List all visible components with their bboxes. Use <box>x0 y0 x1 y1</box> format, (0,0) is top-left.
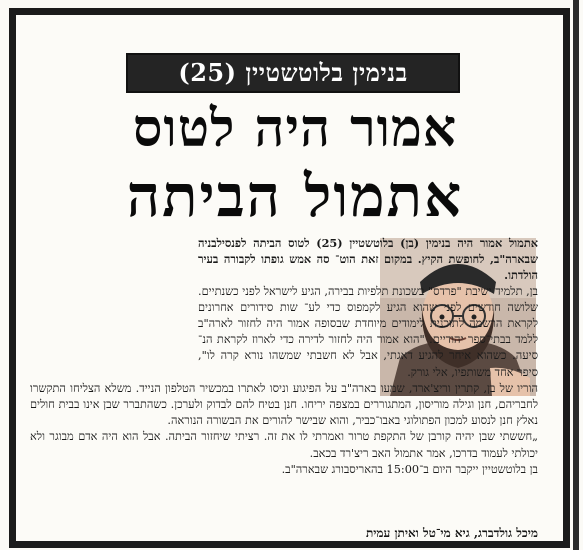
article-paragraph-1: בן, תלמיד ישיבת "פרדס" בשכונת תלפיות בבירה, הגיע לישראל לפני כשנתיים. שלושה חודשים לפני שהוא הגיע לקמפוס כדי לע־ שות סידורים אחרונים לקראת הרשמה לתוכנית לימודים מיוחדת שבסופה אמור היה לחזור לארה"ב ללמד בבתי־ספר יהודיים. "הוא אמור היה לחזור לדירה כדי לארוז לקראת הנ־ סיעה. כשהוא איחר להגיע דאגתי, אבל לא חשבתי שמשהו נורא קרה לו", סיפר אחד משותפיו, אלי גורק. <box>198 284 538 379</box>
article-paragraph-2: הוריו של בן, קתרין וריצ'ארד, שמעו בארה"ב על הפיגוע וניסו לאתרו במכשיר הטלפון הנייד. משלא הצליחו התקשרו לחבריהם, חנן וגילה מוריסון, המתגוררים במצפה יריחו. חנן בטיח להם לבדוק ולערכן. כשהתברר שבן אינו בבית חולים נאלץ חנן לנסוע למכון הפתולוגי באבו־כביר, והוא שבישר להורים את הבשורה הנוראה. <box>30 381 538 428</box>
kicker-banner: בנימין בלוטשטיין (25) <box>126 53 460 93</box>
headline-line-1: אמור היה לטוס <box>132 98 458 159</box>
headline-line-2: אתמול הביתה <box>126 162 464 230</box>
article-body <box>30 235 538 478</box>
article-paragraph-3: „חששתי שבן יהיה קורבן של התקפת טרור ואמרתי לו את זה. רציתי שיחזור הביתה. אבל הוא היה אדם מבוגר ולא יכולתי לעמוד בדרכו, אמר אתמול האב ריצ'רד בכאב. <box>30 430 538 460</box>
article-lead: אתמול אמור היה בנימין (בן) בלוטשטיין (25) לטוס הביתה לפנסילבניה שבארה"ב, לחופשת הקיץ. במקום זאת הוט־ סה אמש גופתו לקבורה בעיר הולדתו. <box>198 236 538 283</box>
page-edge <box>573 0 579 550</box>
article-paragraph-4: בן בלוטשטיין ייקבר היום ב־15:00 בהאריסבורג שבארה"ב. <box>281 462 538 476</box>
article-wrap-zone <box>198 235 538 381</box>
byline: מיכל גולדברג, גיא מי־טל ואיתן עמית <box>365 526 538 540</box>
headline <box>70 98 520 228</box>
